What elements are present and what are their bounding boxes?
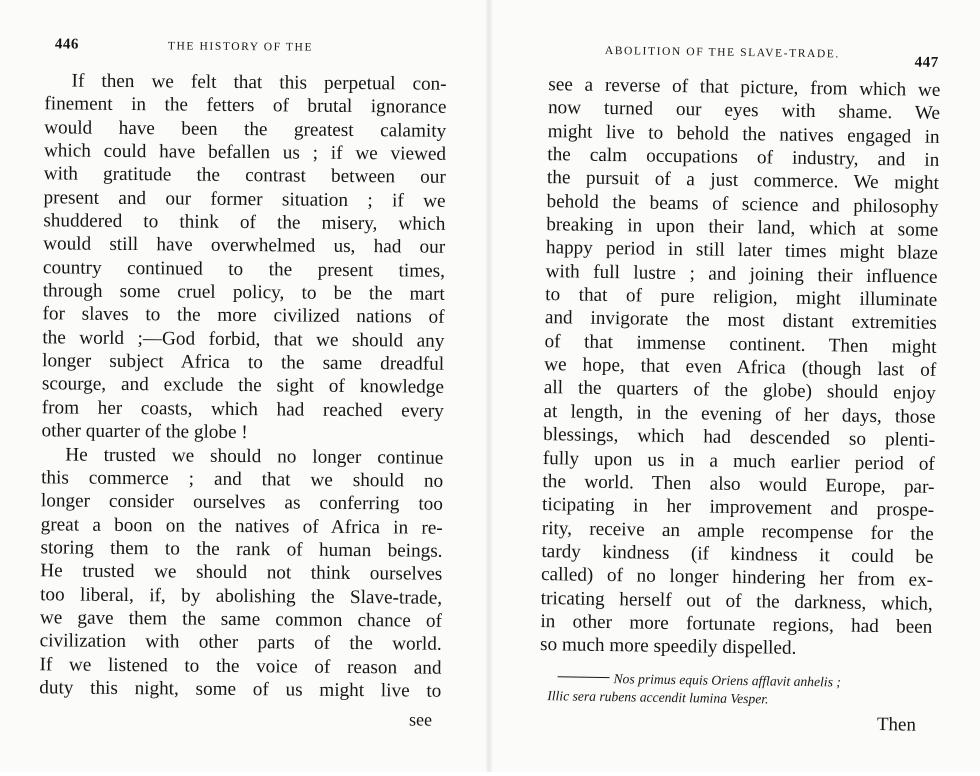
quotation-text: Illic sera rubens accendit lumina Vesper. <box>547 688 769 707</box>
text-line: tardy kindness (if kindness it could be <box>541 540 934 568</box>
text-line: rity, receive an ample recompense for the <box>541 517 934 545</box>
text-line: we gave them the same common chance of <box>39 607 442 632</box>
text-line: blessings, which had descended so plenti- <box>543 424 936 452</box>
text-line: which could have befallen us ; if we viewed <box>43 140 447 165</box>
text-line: longer consider ourselves as conferring too <box>40 490 444 515</box>
text-line: called) of no longer hindering her from ex- <box>540 564 934 592</box>
text-line: finement in the fetters of brutal ignorance <box>44 93 447 119</box>
text-line: the world. Then also would Europe, par- <box>542 470 935 498</box>
text-line: the world ;—God forbid, that we should any <box>42 327 445 352</box>
text-line: would have been the greatest calamity <box>44 116 447 142</box>
text-line: to that of pure religion, might illuminate <box>545 284 938 311</box>
catchword: Then <box>876 714 917 736</box>
text-line: longer subject Africa to the same dreadful <box>42 350 445 375</box>
text-line: at length, in the evening of her days, those <box>543 400 936 428</box>
text-line: shuddered to think of the misery, which <box>43 210 446 235</box>
latin-quotation-line <box>547 687 768 707</box>
text-line: breaking in upon their land, which at some <box>546 214 939 241</box>
text-line: scourge, and exclude the sight of knowledge <box>41 373 445 399</box>
left-page-text <box>39 69 446 703</box>
text-line: this commerce ; and that we should no <box>41 467 444 492</box>
text-line: too liberal, if, by abolishing the Slave-trade, <box>40 583 443 609</box>
text-line: for slaves to the more civilized nations of <box>42 303 445 329</box>
text-line: present and our former situation ; if we <box>43 186 446 212</box>
quotation-text: Nos primus equis Oriens afflavit anhelis ; <box>613 671 841 690</box>
text-line: He trusted we should no longer continue <box>65 443 444 469</box>
text-line: duty this night, some of us might live to <box>39 677 442 702</box>
text-line: fully upon us in a much earlier period of <box>542 447 935 475</box>
text-line: the calm occupations of industry, and in <box>547 144 940 171</box>
running-head: THE HISTORY OF THE <box>167 40 314 54</box>
text-line: happy period in still later times might blaze <box>545 237 939 265</box>
text-line: with full lustre ; and joining their influence <box>545 260 938 288</box>
text-line: now turned our eyes with shame. We <box>547 97 941 125</box>
text-line: would still have overwhelmed us, had our <box>43 233 446 259</box>
text-line: If we listened to the voice of reason and <box>39 653 442 679</box>
text-line: ticipating in her improvement and prospe- <box>541 494 935 522</box>
right-page-text <box>540 73 941 662</box>
text-line: and invigorate the most distant extremities <box>544 307 938 335</box>
text-line: see a reverse of that picture, from which we <box>548 74 941 101</box>
text-line: tricating herself out of the darkness, which, <box>540 587 933 615</box>
text-line: country continued to the present times, <box>42 257 446 282</box>
text-line: in other more fortunate regions, had been <box>540 610 933 638</box>
text-line: we hope, that even Africa (though last of <box>544 354 937 382</box>
catchword: see <box>408 709 433 730</box>
text-line: might live to behold the natives engaged in <box>547 120 940 148</box>
text-line: through some cruel policy, to be the mart <box>42 280 445 305</box>
page-number: 446 <box>54 36 79 53</box>
text-line: from her coasts, which had reached every <box>41 397 444 422</box>
text-line: all the quarters of the globe) should enjoy <box>543 377 936 405</box>
left-page <box>0 0 489 774</box>
text-line: behold the beams of science and philosophy <box>546 190 939 218</box>
text-line: with gratitude the contrast between our <box>43 163 446 189</box>
text-line: If then we felt that this perpetual con- <box>71 70 447 95</box>
text-line: other quarter of the globe ! <box>41 420 248 444</box>
text-line: the pursuit of a just commerce. We might <box>546 167 940 195</box>
text-line: great a boon on the natives of Africa in re- <box>40 513 443 539</box>
text-line: so much more speedily dispelled. <box>539 634 797 660</box>
text-line: He trusted we should not think ourselves <box>40 560 443 585</box>
quotation-dash <box>558 677 610 679</box>
right-page <box>486 0 980 775</box>
text-line: civilization with other parts of the world. <box>39 630 442 656</box>
running-head: ABOLITION OF THE SLAVE-TRADE. <box>604 44 841 61</box>
page-number: 447 <box>914 54 939 71</box>
text-line: of that immense continent. Then might <box>544 330 937 358</box>
text-line: storing them to the rank of human beings. <box>40 537 443 562</box>
